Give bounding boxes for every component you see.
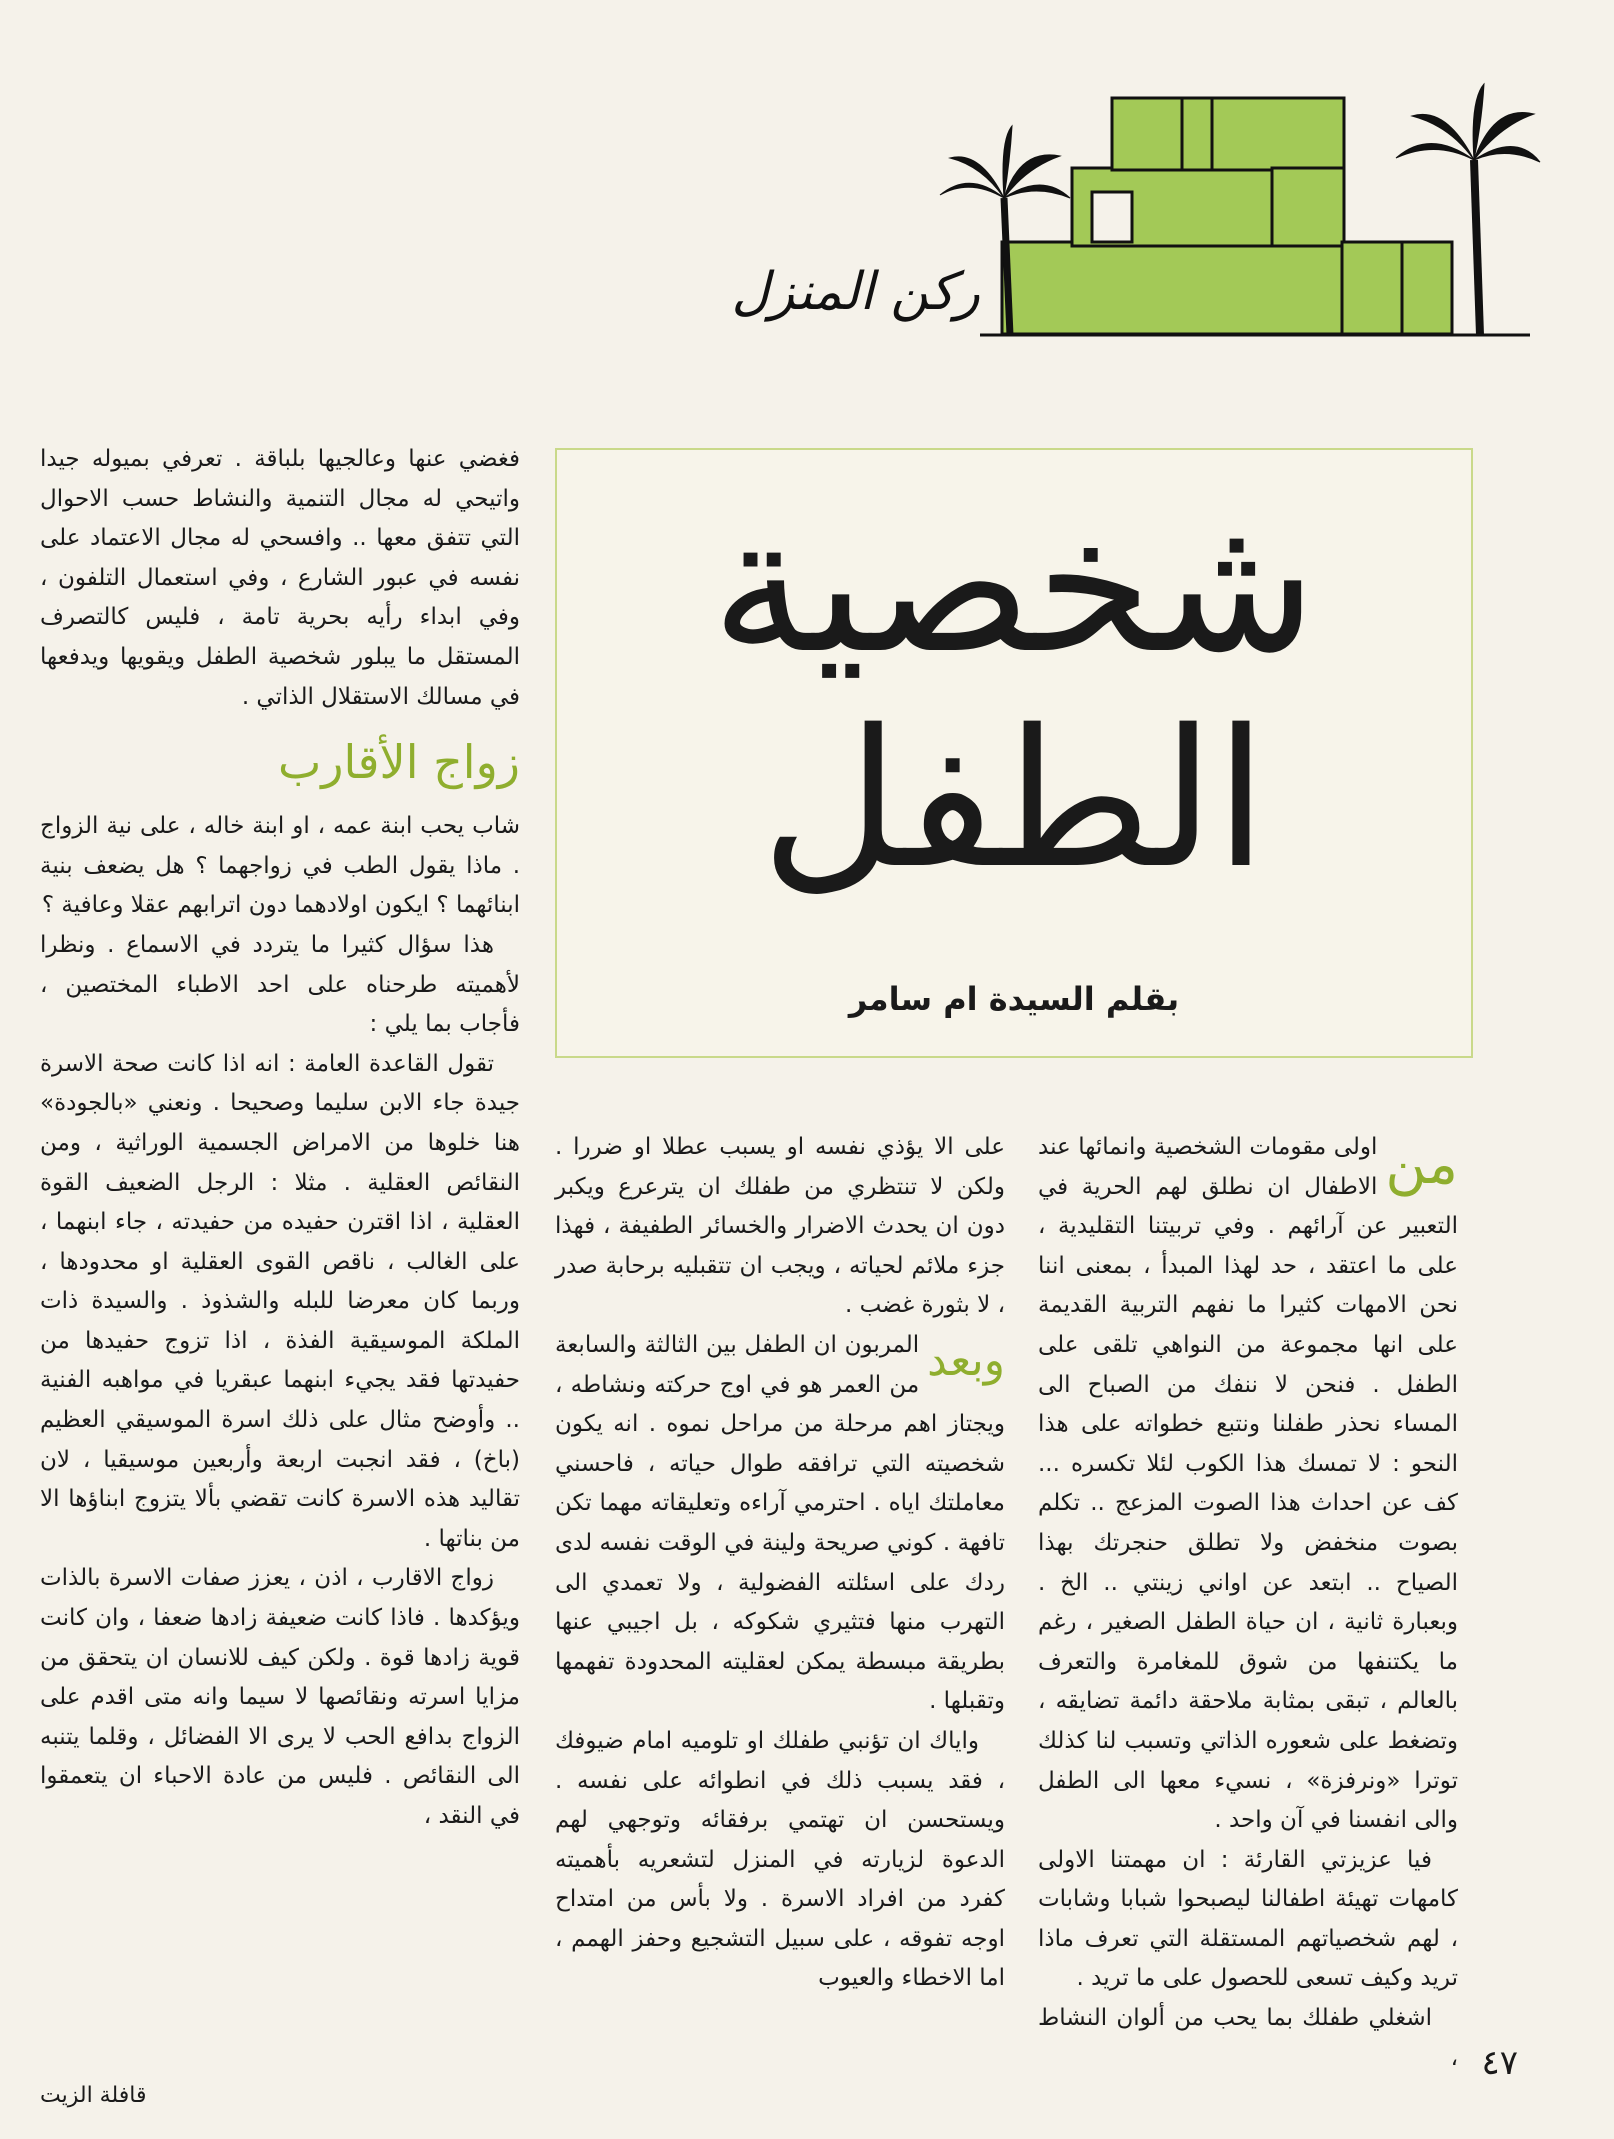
paragraph: شاب يحب ابنة عمه ، او ابنة خاله ، على نية الزواج . ماذا يقول الطب في زواجهما ؟ هل يضعف بنية ابنائهما ؟ ايكون اولادهما دون اترابهم عقلا وعافية ؟ xyxy=(40,813,520,919)
paragraph: تقول القاعدة العامة : انه اذا كانت صحة الاسرة جيدة جاء الابن سليما وصحيحا . ونعني «بالجودة» هنا خلوها من الامراض الجسمية الوراثية ، ومن النقائص العقلية . مثلا : الرجل الضعيف القوة العقلية ، اذا اقترن حفيده من حفيدته ، جاء ابنهما ، على الغالب ، ناقص القوى العقلية او محدودها ، وربما كان معرضا للبله والشذوذ . والسيدة ذات الملكة الموسيقية الفذة ، اذا تزوج حفيدها من حفيدتها فقد يجيء ابنهما عبقريا في مواهبه الفنية .. وأوضح مثال على ذلك اسرة الموسيقي العظيم (باخ) ، فقد انجبت اربعة وأربعين موسيقيا ، لان تقاليد هذه الاسرة كانت تقضي بألا يتزوج ابناؤها الا من بناتها . xyxy=(40,1050,520,1552)
paragraph: اشغلي طفلك بما يحب من ألوان النشاط ، xyxy=(1038,2005,1458,2071)
paragraph: فيا عزيزتي القارئة : ان مهمتنا الاولى كامهات تهيئة اطفالنا ليصبحوا شبابا وشابات ، لهم شخصياتهم المستقلة التي تعرف ماذا تريد وكيف تسعى للحصول على ما تريد . xyxy=(1038,1846,1458,1992)
drop-cap: من xyxy=(1385,1132,1458,1197)
column-left xyxy=(40,440,520,1990)
column-middle xyxy=(555,1128,1005,1992)
magazine-name: قافلة الزيت xyxy=(40,2083,147,2108)
page-number: ٤٧ xyxy=(1481,2043,1518,2083)
house-with-palms-icon xyxy=(960,80,1540,380)
drop-word: وبعد xyxy=(927,1334,1005,1386)
paragraph: المربون ان الطفل بين الثالثة والسابعة من العمر هو في اوج حركته ونشاطه ، ويجتاز اهم مرحلة من مراحل نموه . انه يكون شخصيته التي ترافقه طوال حياته ، فاحسني معاملتك اياه . احترمي آراءه وتعليقاته مهما تكن تافهة . كوني صريحة ولينة في الوقت نفسه لدى ردك على اسئلته الفضولية ، ولا تعمدي الى التهرب منها فتثيري شكوكه ، بل اجيبي عنها بطريقة مبسطة يمكن لعقليته المحدودة تفهمها وتقبلها . xyxy=(555,1331,1005,1715)
paragraph: اولى مقومات الشخصية وانمائها عند الاطفال ان نطلق لهم الحرية في التعبير عن آرائهم . وفي تربيتنا التقليدية ، على ما اعتقد ، حد لهذا المبدأ ، بمعنى اننا نحن الامهات كثيرا ما نفهم التربية القديمة على انها مجموعة من النواهي تلقى على الطفل . فنحن لا ننفك من الصباح الى المساء نحذر طفلنا ونتبع خطواته على هذا النحو : لا تمسك هذا الكوب لئلا تكسره ... كف عن احداث هذا الصوت المزعج .. تكلم بصوت منخفض ولا تطلق حنجرتك بهذا الصياح .. ابتعد عن اواني زينتي .. الخ . وبعبارة ثانية ، ان حياة الطفل الصغير ، رغم ما يكتنفها من شوق للمغامرة والتعرف بالعالم ، تبقى بمثابة ملاحقة دائمة تضايقه ، وتضغط على شعوره الذاتي وتسبب لنا كذلك توترا «ونرفزة» ، نسيء معها الى الطفل والى انفسنا في آن واحد . xyxy=(1038,1134,1458,1834)
paragraph: هذا سؤال كثيرا ما يتردد في الاسماع . ونظرا لأهميته طرحناه على احد الاطباء المختصين ، فأجاب بما يلي : xyxy=(40,931,520,1038)
author-byline: بقلم السيدة ام سامر xyxy=(848,980,1180,1018)
subhead: زواج الأقارب xyxy=(277,735,520,790)
paragraph: زواج الاقارب ، اذن ، يعزز صفات الاسرة بالذات ويؤكدها . فاذا كانت ضعيفة زادها ضعفا ، وان كانت قوية زادها قوة . ولكن كيف للانسان ان يتحقق من مزايا اسرته ونقائصها لا سيما وانه متى اقدم على الزواج بدافع الحب لا يرى الا الفضائل ، وقلما يتنبه الى النقائص . فليس من عادة الاحباء ان يتعمقوا في النقد ، xyxy=(40,1565,520,1829)
column-right xyxy=(1038,1128,1458,2071)
paragraph: فغضي عنها وعالجيها بلباقة . تعرفي بميوله جيدا واتيحي له مجال التنمية والنشاط حسب الاحوال التي تتفق معها .. وافسحي له مجال الاعتماد على نفسه في عبور الشارع ، وفي استعمال التلفون ، وفي ابداء رأيه بحرية تامة ، فليس كالتصرف المستقل ما يبلور شخصية الطفل ويقويها ويدفعها في مسالك الاستقلال الذاتي . xyxy=(40,446,520,710)
title-box xyxy=(555,448,1473,1058)
article-title-line2: الطفل xyxy=(760,689,1268,910)
article-title-line1: شخصية xyxy=(711,474,1317,695)
paragraph: على الا يؤذي نفسه او يسبب عطلا او ضررا . ولكن لا تنتظري من طفلك ان يترعرع ويكبر دون ان يحدث الاضرار والخسائر الطفيفة ، فهذا جزء ملائم لحياته ، ويجب ان تتقبليه برحابة صدر ، لا بثورة غضب . xyxy=(555,1134,1005,1319)
paragraph: واياك ان تؤنبي طفلك او تلوميه امام ضيوفك ، فقد يسبب ذلك في انطوائه على نفسه . ويستحسن ان تهتمي برفقائه وتوجهي لهم الدعوة لزيارته في المنزل لتشعريه بأهميته كفرد من افراد الاسرة . ولا بأس من امتداح اوجه تفوقه ، على سبيل التشجيع وحفز الهمم ، اما الاخطاء والعيوب xyxy=(555,1727,1005,1992)
section-label: ركن المنزل xyxy=(731,262,980,322)
